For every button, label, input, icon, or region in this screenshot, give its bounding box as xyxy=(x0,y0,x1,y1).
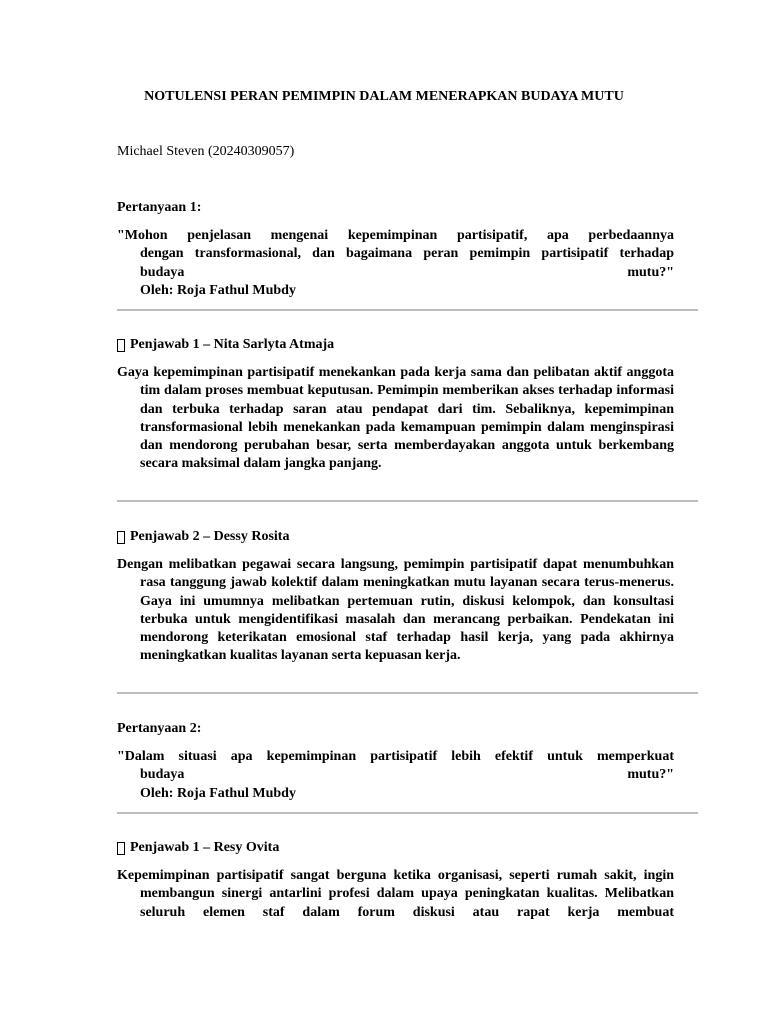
answer-3-heading xyxy=(117,839,674,857)
missing-glyph-icon xyxy=(117,842,125,855)
question-2-line-2-left: budaya xyxy=(140,767,185,783)
answer-2-heading xyxy=(117,528,674,546)
question-2-line-1: "Dalam situasi apa kepemimpinan partisipatif lebih efektif untuk memperkuat xyxy=(117,749,674,764)
answer-3-section xyxy=(117,839,674,922)
question-2-text xyxy=(117,748,674,803)
answer-1-heading-text: Penjawab 1 – Nita Sarlyta Atmaja xyxy=(130,337,335,352)
question-1-line-2: dengan transformasional, dan bagaimana peran pemimpin partisipatif terhadap xyxy=(140,246,674,262)
question-1-line-3 xyxy=(117,264,674,282)
answer-1-text: Gaya kepemimpinan partisipatif menekankan pada kerja sama dan pelibatan aktif anggota tim dalam proses membuat keputusan. Pemimpin memberikan akses terhadap informasi dan terbuka terhadap saran atau pendapat dari tim. Sebaliknya, kepemimpinan transformasional lebih menekankan pada kemampuan pemimpin dalam menginspirasi dan mendorong perubahan besar, serta memberdayakan anggota untuk berkembang secara maksimal dalam jangka panjang. xyxy=(117,365,674,472)
answer-1-heading xyxy=(117,336,674,354)
divider xyxy=(117,500,698,502)
question-2-author: Oleh: Roja Fathul Mubdy xyxy=(140,785,296,801)
question-1-label: Pertanyaan 1: xyxy=(117,200,202,215)
question-1-author: Oleh: Roja Fathul Mubdy xyxy=(140,282,296,298)
question-1-section xyxy=(117,199,674,300)
question-1-text xyxy=(117,227,674,300)
answer-2-section xyxy=(117,528,674,666)
question-2-line-2 xyxy=(117,766,674,784)
missing-glyph-icon xyxy=(117,531,125,544)
question-2-section xyxy=(117,720,674,803)
question-2-line-2-right: mutu?" xyxy=(627,767,674,783)
question-1-line-3-right: mutu?" xyxy=(627,264,674,280)
divider xyxy=(117,692,698,694)
answer-2-heading-text: Penjawab 2 – Dessy Rosita xyxy=(130,529,290,544)
question-2-label: Pertanyaan 2: xyxy=(117,721,202,736)
missing-glyph-icon xyxy=(117,339,125,352)
answer-3-text: Kepemimpinan partisipatif sangat berguna ketika organisasi, seperti rumah sakit, ingin membangun sinergi antarlini profesi dalam upaya peningkatan kualitas. Melibatkan seluruh elemen staf dalam forum diskusi atau rapat kerja membuat xyxy=(117,868,674,920)
answer-1-section xyxy=(117,336,674,474)
question-1-line-3-left: budaya xyxy=(140,264,185,280)
divider xyxy=(117,309,698,311)
document-title: NOTULENSI PERAN PEMIMPIN DALAM MENERAPKAN BUDAYA MUTU xyxy=(144,89,624,104)
question-1-line-1: "Mohon penjelasan mengenai kepemimpinan partisipatif, apa perbedaannya xyxy=(117,228,674,243)
divider xyxy=(117,812,698,814)
author-line: Michael Steven (20240309057) xyxy=(117,144,295,159)
answer-3-heading-text: Penjawab 1 – Resy Ovita xyxy=(130,840,280,855)
answer-2-text: Dengan melibatkan pegawai secara langsung, pemimpin partisipatif dapat menumbuhkan rasa tanggung jawab kolektif dalam meningkatkan mutu layanan secara terus-menerus. Gaya ini umumnya melibatkan pertemuan rutin, diskusi kelompok, dan konsultasi terbuka untuk mengidentifikasi masalah dan merancang perbaikan. Pendekatan ini mendorong keterikatan emosional staf terhadap hasil kerja, yang pada akhirnya meningkatkan kualitas layanan serta kepuasan kerja. xyxy=(117,557,674,664)
